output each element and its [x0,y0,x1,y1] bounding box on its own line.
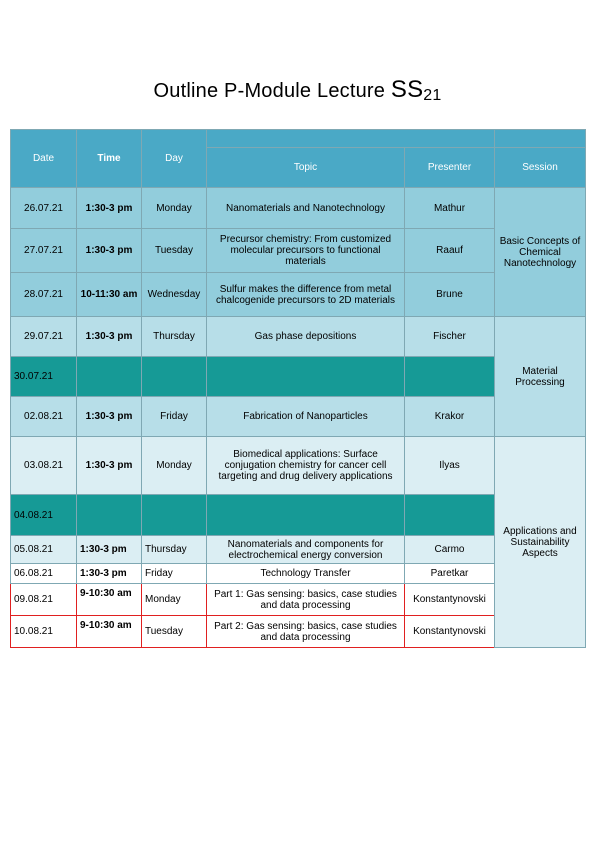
time-cell: 9-10:30 am [77,584,142,616]
presenter-cell [405,357,495,397]
date-cell: 28.07.21 [11,273,77,317]
title-year: 21 [423,87,442,104]
date-cell: 09.08.21 [11,584,77,616]
topic-cell [207,357,405,397]
topic-cell: Nanomaterials and components for electrochemical energy conversion [207,536,405,564]
date-cell: 03.08.21 [11,437,77,495]
day-cell: Tuesday [142,616,207,648]
session-cell: Basic Concepts of Chemical Nanotechnology [495,188,586,317]
time-cell: 1:30-3 pm [77,536,142,564]
day-cell: Tuesday [142,229,207,273]
time-cell: 1:30-3 pm [77,229,142,273]
day-cell: Monday [142,584,207,616]
date-cell: 10.08.21 [11,616,77,648]
time-cell [77,495,142,536]
header-day: Day [142,130,207,188]
time-cell: 1:30-3 pm [77,564,142,584]
topic-cell: Nanomaterials and Nanotechnology [207,188,405,229]
header-session: Session [495,148,586,188]
header-date: Date [11,130,77,188]
day-cell: Friday [142,564,207,584]
presenter-cell: Raauf [405,229,495,273]
presenter-cell [405,495,495,536]
presenter-cell: Paretkar [405,564,495,584]
day-cell: Monday [142,437,207,495]
time-cell: 10-11:30 am [77,273,142,317]
date-cell: 04.08.21 [11,495,77,536]
time-cell [77,357,142,397]
date-cell: 26.07.21 [11,188,77,229]
header-blank [207,130,495,148]
header-row-top [11,130,586,148]
session-cell: Material Processing [495,317,586,437]
topic-cell: Biomedical applications: Surface conjugation chemistry for cancer cell targeting and drug delivery applications [207,437,405,495]
topic-cell [207,495,405,536]
date-cell: 06.08.21 [11,564,77,584]
time-cell: 1:30-3 pm [77,397,142,437]
topic-cell: Fabrication of Nanoparticles [207,397,405,437]
topic-cell: Precursor chemistry: From customized molecular precursors to functional materials [207,229,405,273]
table-row [11,188,586,229]
time-cell: 1:30-3 pm [77,188,142,229]
table-row [11,317,586,357]
date-cell: 30.07.21 [11,357,77,397]
presenter-cell: Krakor [405,397,495,437]
header-time: Time [77,130,142,188]
header-topic: Topic [207,148,405,188]
presenter-cell: Konstantynovski [405,616,495,648]
date-cell: 29.07.21 [11,317,77,357]
page-title [0,76,595,105]
day-cell: Thursday [142,317,207,357]
presenter-cell: Brune [405,273,495,317]
day-cell: Wednesday [142,273,207,317]
title-text: Outline P-Module Lecture [153,80,391,102]
day-cell: Monday [142,188,207,229]
date-cell: 27.07.21 [11,229,77,273]
title-semester: SS [390,76,424,103]
topic-cell: Technology Transfer [207,564,405,584]
time-cell: 9-10:30 am [77,616,142,648]
session-cell: Applications and Sustainability Aspects [495,437,586,648]
header-session-blank [495,130,586,148]
topic-cell: Sulfur makes the difference from metal chalcogenide precursors to 2D materials [207,273,405,317]
presenter-cell: Mathur [405,188,495,229]
presenter-cell: Carmo [405,536,495,564]
table-row [11,437,586,495]
day-cell: Thursday [142,536,207,564]
presenter-cell: Fischer [405,317,495,357]
date-cell: 05.08.21 [11,536,77,564]
date-cell: 02.08.21 [11,397,77,437]
time-cell: 1:30-3 pm [77,437,142,495]
day-cell [142,495,207,536]
presenter-cell: Konstantynovski [405,584,495,616]
time-cell: 1:30-3 pm [77,317,142,357]
presenter-cell: Ilyas [405,437,495,495]
header-presenter: Presenter [405,148,495,188]
topic-cell: Part 2: Gas sensing: basics, case studies and data processing [207,616,405,648]
topic-cell: Gas phase depositions [207,317,405,357]
day-cell [142,357,207,397]
schedule-table [10,129,586,648]
day-cell: Friday [142,397,207,437]
topic-cell: Part 1: Gas sensing: basics, case studies and data processing [207,584,405,616]
